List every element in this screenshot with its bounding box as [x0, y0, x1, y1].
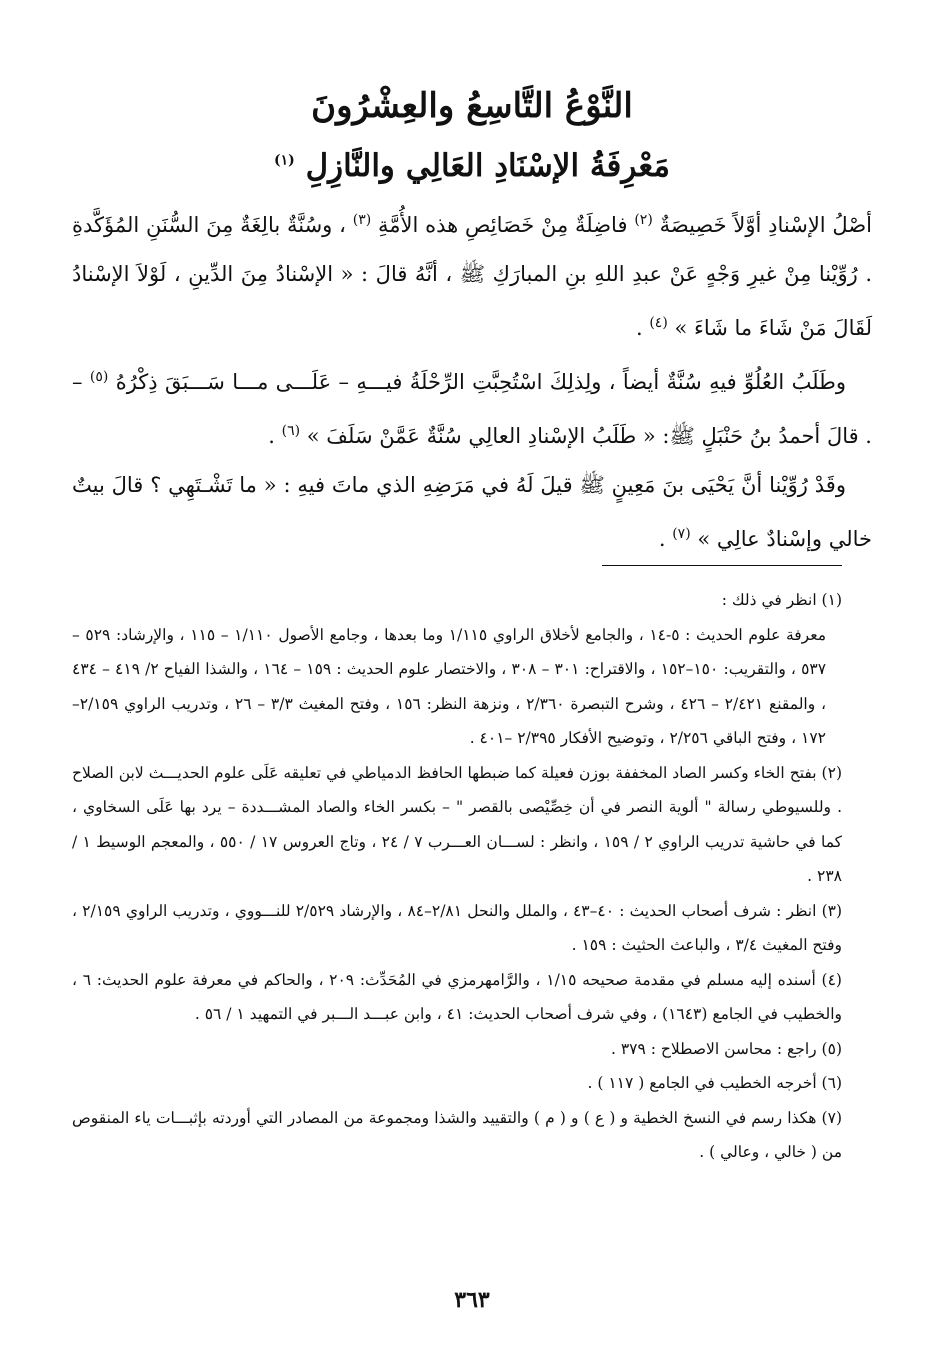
main-text: [72, 196, 872, 564]
section-title-text: مَعْرِفَةُ الإسْنَادِ العَالِي والنَّازِلِ: [305, 148, 670, 184]
page-number: ٣٦٣: [454, 1287, 490, 1313]
footnote-ref[interactable]: (٢): [634, 212, 653, 228]
paragraph-text: أصْلُ الإسْنادِ أوَّلاً خَصِيصَةٌ: [659, 213, 873, 237]
footnote-ref[interactable]: (١): [274, 152, 295, 169]
paragraph-text: ، وسُنَّةٌ بالِغَةٌ مِنَ السُّنَنِ المُؤَكَّدةِ . رُوِّيْنا مِنْ غيرِ وَجْهٍ عَنْ عبدِ اللهِ بنِ المبارَكِ ﷺ ، أنَّهُ قالَ : « الإسْنادُ مِنَ الدِّينِ ، لَوْلاَ الإسْنادُ لَقَالَ مَنْ شَاءَ ما شَاءَ »: [72, 213, 872, 340]
paragraph-3: [72, 461, 872, 564]
footnote-ref[interactable]: (٧): [672, 526, 691, 542]
paragraph-text: فاضِلَةٌ مِنْ خَصَائِصِ هذه الأُمَّةِ: [378, 213, 628, 237]
footnote-7: (٧) هكذا رسم في النسخ الخطية و ( ع ) و ( م ) والتقييد والشذا ومجموعة من المصادر التي أوردته بإثبـــات ياء المنقوص من ( خالي ، وعالي ) .: [72, 1108, 842, 1161]
footnote-6: (٦) أخرجه الخطيب في الجامع ( ١١٧ ) .: [587, 1074, 842, 1092]
section-title: [0, 148, 944, 184]
footnote-2: (٢) بفتح الخاء وكسر الصاد المخففة بوزن فعيلة كما ضبطها الحافظ الدمياطي في تعليقه عَلَى علوم الحديـــث لابن الصلاح . وللسيوطي رسالة " ألوية النصر في أن خِصِّيْصى بالقصر " – بكسر الخاء والصاد المشـــددة – يرد بها عَلَى السخاوي ، كما في حاشية تدريب الراوي ٢ / ١٥٩ ، وانظر : لســـان العـــرب ٧ / ٢٤ ، وتاج العروس ١٧ / ٥٥٠ ، والمعجم الوسيط ١ / ٢٣٨ .: [72, 763, 843, 885]
footnote-1-heading: (١) انظر في ذلك :: [721, 591, 842, 609]
footnote-ref[interactable]: (٦): [281, 423, 301, 439]
paragraph-2: [72, 353, 872, 461]
footnote-4: (٤) أسنده إليه مسلم في مقدمة صحيحه ١/١٥ ، والرَّامهرمزي في المُحَدِّث: ٢٠٩ ، والحاكم في معرفة علوم الحديث: ٦ ، والخطيب في الجامع (١٦٤٣) ، وفي شرف أصحاب الحديث: ٤١ ، وابن عبـــد الـــبر في التمهيد ١ / ٥٦ .: [72, 970, 842, 1023]
footnote-3: (٣) انظر : شرف أصحاب الحديث : ٤٠–٤٣ ، والملل والنحل ٢/٨١–٨٤ ، والإرشاد ٢/٥٢٩ للنـــووي ، وتدريب الراوي ٢/١٥٩ ، وفتح المغيث ٣/٤ ، والباعث الحثيث : ١٥٩ .: [72, 901, 843, 954]
footnote-5: (٥) راجع : محاسن الاصطلاح : ٣٧٩ .: [610, 1039, 842, 1058]
paragraph-text: .: [635, 316, 643, 340]
footnote-ref[interactable]: (٣): [352, 212, 372, 228]
paragraph-text: وطَلَبُ العُلُوِّ فيهِ سُنَّةٌ أيضاً ، ولِذلِكَ اسْتُحِبَّتِ الرِّحْلَةُ فيـــهِ – عَلَـــى مـــا سَـــبَقَ ذِكْرُهُ: [115, 370, 846, 394]
footnote-1-body: معرفة علوم الحديث : ٥-١٤ ، والجامع لأخلاق الراوي ١/١١٥ وما بعدها ، وجامع الأصول ١/١١٠ – ١١٥ ، والإرشاد: ٥٢٩ – ٥٣٧ ، والتقريب: ١٥٠–١٥٢ ، والاقتراح: ٣٠١ – ٣٠٨ ، والاختصار علوم الحديث : ١٥٩ – ١٦٤ ، والشذا الفياح ٢/ ٤١٩ – ٤٣٤ ، والمقنع ٢/٤٢١ – ٤٢٦ ، وشرح التبصرة ٢/٣٦٠ ، ونزهة النظر: ١٥٦ ، وفتح المغيث ٣/٣ – ٢٦ ، وتدريب الراوي ٢/١٥٩–١٧٢ ، وفتح الباقي ٢/٢٥٦ ، وتوضيح الأفكار ٢/٣٩٥ –٤٠١ .: [72, 625, 827, 747]
paragraph-text: وقَدْ رُوِّيْنا أنَّ يَحْيَى بنَ مَعِينٍ ﷺ قيلَ لَهُ في مَرَضِهِ الذي ماتَ فيهِ : « ما تَشْـتَهِي ؟ قالَ بيتٌ خالي وإسْنادٌ عالِي »: [72, 473, 872, 551]
footnote-ref[interactable]: (٤): [649, 315, 668, 331]
footnote-divider: [602, 565, 842, 566]
chapter-title: [0, 86, 944, 126]
chapter-title-text: النَّوْعُ التَّاسِعُ والعِشْرُونَ: [311, 86, 633, 126]
paragraph-text: .: [658, 527, 666, 551]
footnotes: [72, 583, 842, 1170]
footnote-ref[interactable]: (٥): [89, 369, 109, 385]
paragraph-text: .: [268, 424, 275, 448]
paragraph-text: – . قالَ أحمدُ بنُ حَنْبَلٍ ﷺ: « طَلَبُ الإسْنادِ العالِي سُنَّةٌ عَمَّنْ سَلَفَ »: [72, 370, 872, 448]
paragraph-1: [72, 196, 872, 353]
